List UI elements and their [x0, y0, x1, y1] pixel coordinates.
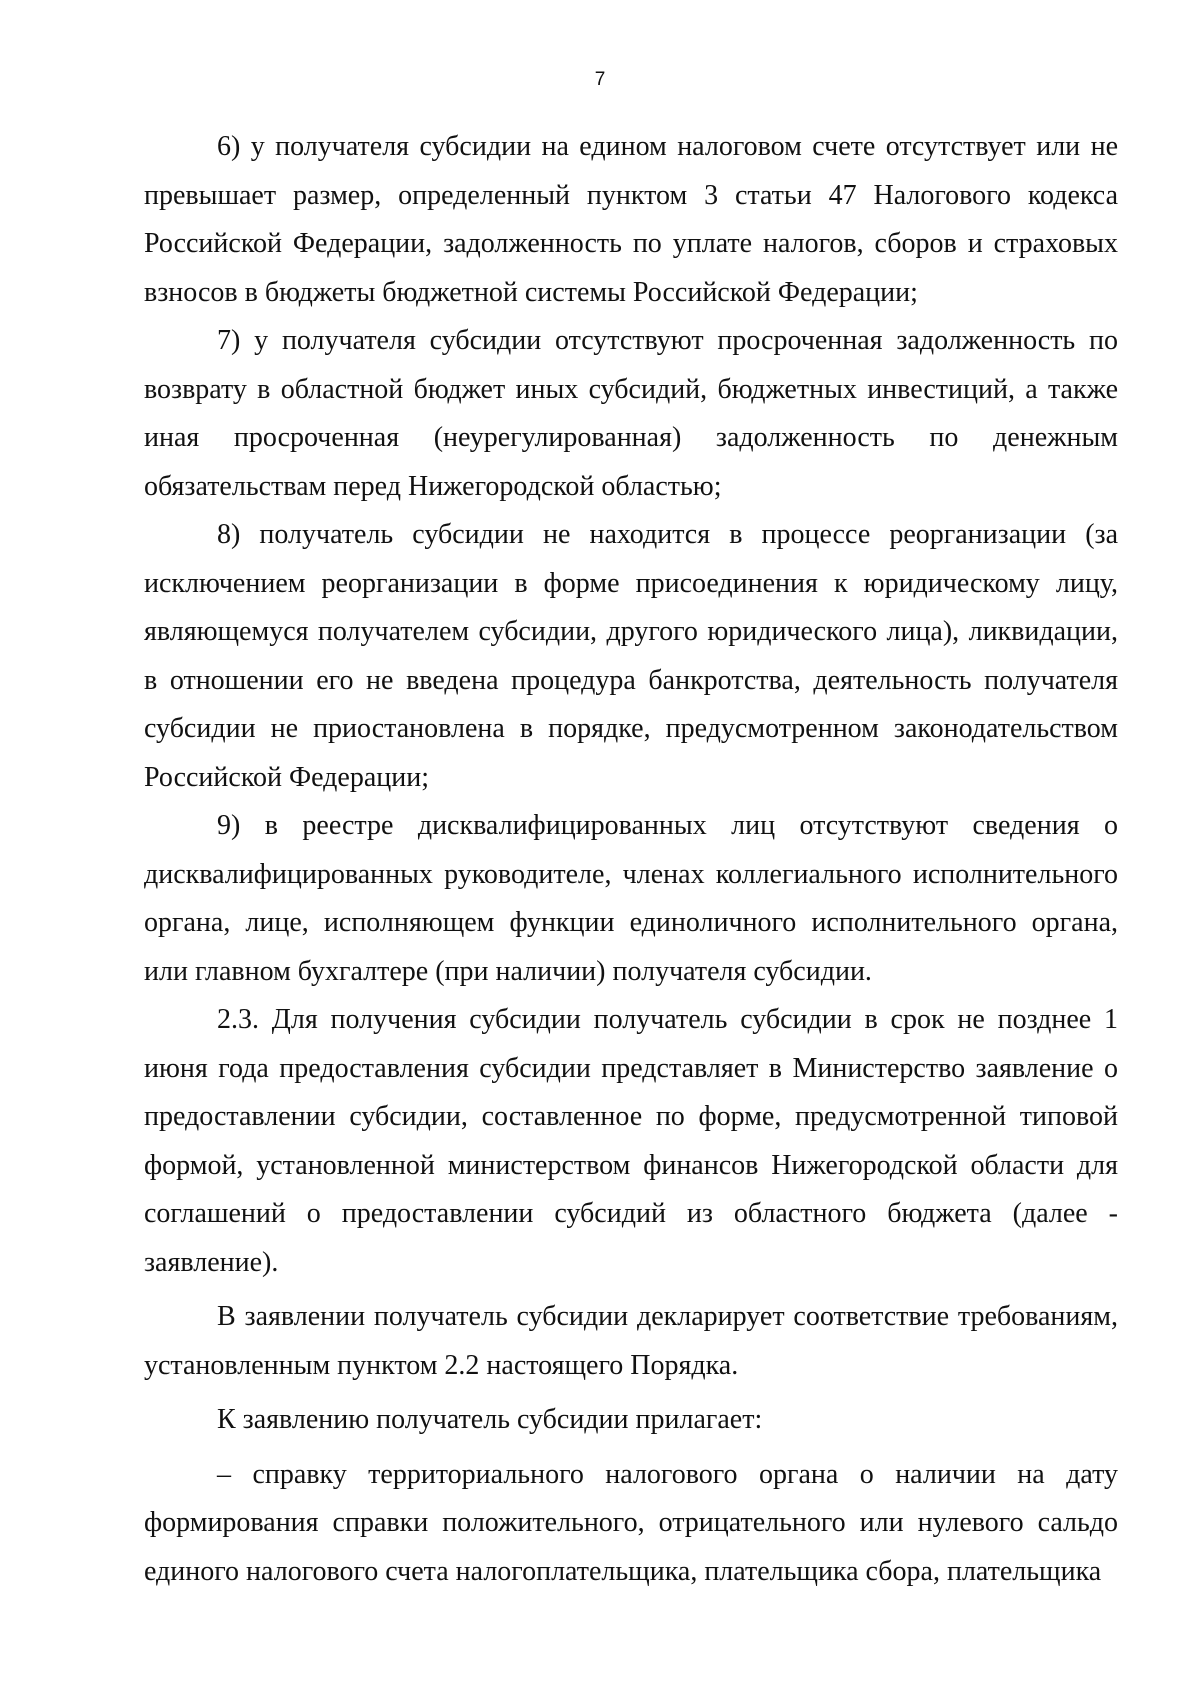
paragraph-item-8: 8) получатель субсидии не находится в процессе реорганизации (за исключением реорганизации в форме присоединения к юридическому лицу, являющемуся получателем субсидии, другого юридического лица), ликвидации, в отношении его не введена процедура банкротства, деятельность получателя субсидии не приостановлена в порядке, предусмотренном законодательством Российской Федерации;: [144, 519, 1118, 793]
paragraph-item-6: 6) у получателя субсидии на едином налоговом счете отсутствует или не превышает размер, определенный пунктом 3 статьи 47 Налогового кодекса Российской Федерации, задолженность по уплате налогов, сборов и страховых взносов в бюджеты бюджетной системы Российской Федерации;: [144, 131, 1118, 308]
paragraph-attachments-intro: К заявлению получатель субсидии прилагает:: [217, 1404, 763, 1435]
paragraph-item-7: 7) у получателя субсидии отсутствуют просроченная задолженность по возврату в областной бюджет иных субсидий, бюджетных инвестиций, а также иная просроченная (неурегулированная) задолженность по денежным обязательствам перед Нижегородской областью;: [144, 325, 1118, 502]
paragraph-clause-2-3: 2.3. Для получения субсидии получатель субсидии в срок не позднее 1 июня года предоставления субсидии представляет в Министерство заявление о предоставлении субсидии, составленное по форме, предусмотренной типовой формой, установленной министерством финансов Нижегородской области для соглашений о предоставлении субсидий из областного бюджета (далее - заявление).: [144, 1004, 1118, 1278]
page-number: 7: [594, 69, 606, 90]
paragraph-attachment-tax-certificate: – справку территориального налогового органа о наличии на дату формирования справки положительного, отрицательного или нулевого сальдо единого налогового счета налогоплательщика, плательщика сбора, плательщика: [144, 1458, 1118, 1587]
document-body: [144, 123, 1118, 1596]
paragraph-declaration: В заявлении получатель субсидии декларирует соответствие требованиям, установленным пунктом 2.2 настоящего Порядка.: [144, 1301, 1118, 1381]
paragraph-item-9: 9) в реестре дисквалифицированных лиц отсутствуют сведения о дисквалифицированных руководителе, членах коллегиального исполнительного органа, лице, исполняющем функции единоличного исполнительного органа, или главном бухгалтере (при наличии) получателя субсидии.: [144, 810, 1118, 987]
